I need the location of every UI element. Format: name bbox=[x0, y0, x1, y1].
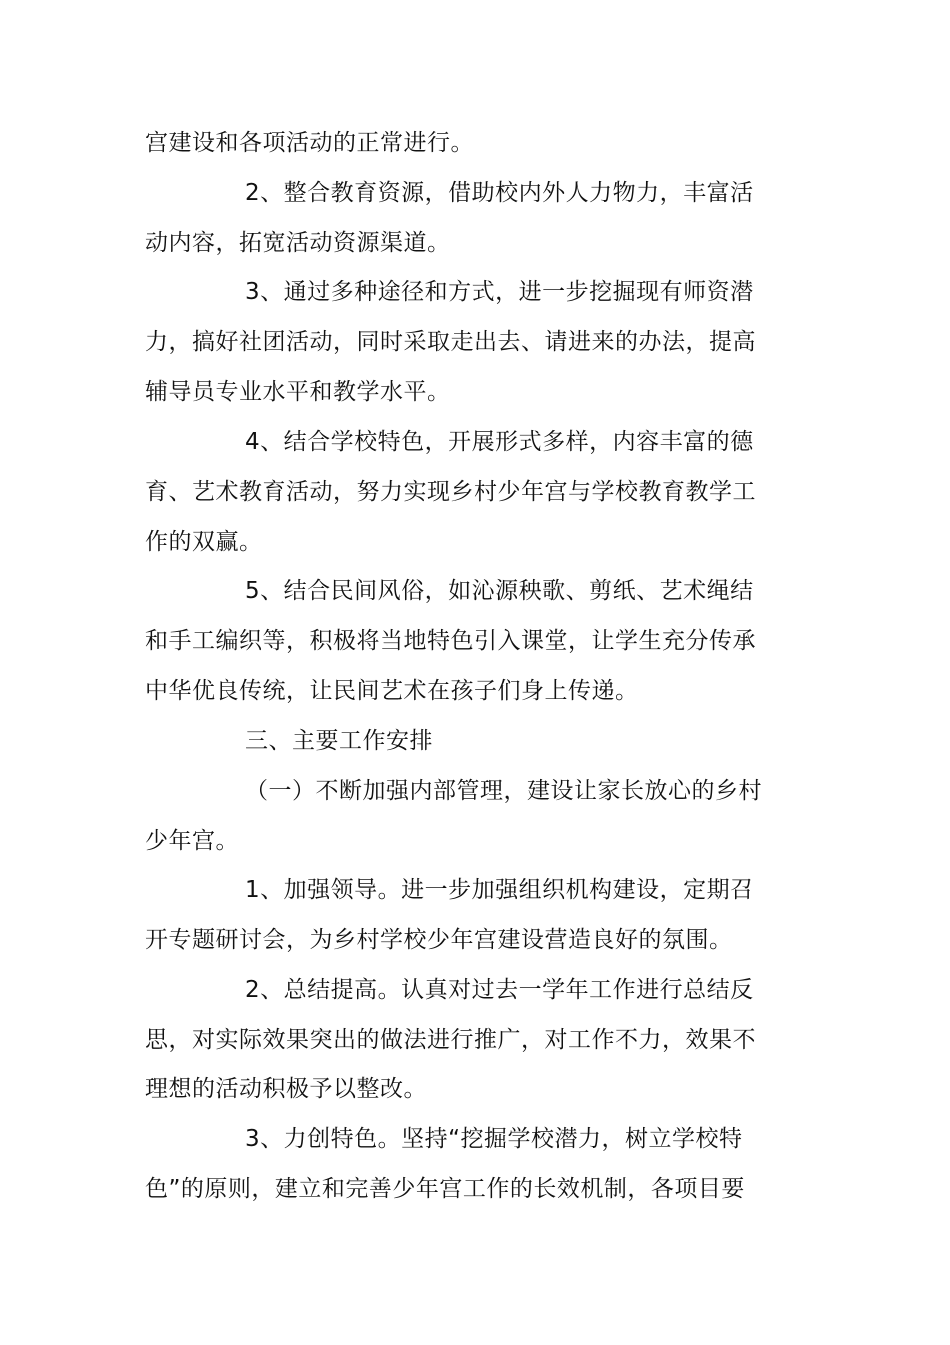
text-line: 中华优良传统，让民间艺术在孩子们身上传递。 bbox=[145, 678, 639, 704]
text-line: 思，对实际效果突出的做法进行推广，对工作不力，效果不 bbox=[145, 1027, 756, 1053]
text-line: 5、结合民间风俗，如沁源秧歌、剪纸、艺术绳结 bbox=[245, 578, 754, 604]
text-line: 和手工编织等，积极将当地特色引入课堂，让学生充分传承 bbox=[145, 628, 756, 654]
text-line: 4、结合学校特色，开展形式多样，内容丰富的德 bbox=[245, 429, 754, 455]
text-line: 作的双赢。 bbox=[145, 529, 263, 555]
text-line: 理想的活动积极予以整改。 bbox=[145, 1076, 427, 1102]
text-line: 色”的原则，建立和完善少年宫工作的长效机制，各项目要 bbox=[145, 1176, 745, 1202]
text-line: 辅导员专业水平和教学水平。 bbox=[145, 379, 451, 405]
text-line: 开专题研讨会，为乡村学校少年宫建设营造良好的氛围。 bbox=[145, 927, 733, 953]
text-line: 宫建设和各项活动的正常进行。 bbox=[145, 130, 474, 156]
subsection-heading: （一）不断加强内部管理，建设让家长放心的乡村 bbox=[245, 778, 762, 804]
section-heading: 三、主要工作安排 bbox=[245, 728, 433, 754]
text-line: 力，搞好社团活动，同时采取走出去、请进来的办法，提高 bbox=[145, 329, 756, 355]
text-line: 2、总结提高。认真对过去一学年工作进行总结反 bbox=[245, 977, 754, 1003]
text-line: 少年宫。 bbox=[145, 828, 239, 854]
text-line: 育、艺术教育活动，努力实现乡村少年宫与学校教育教学工 bbox=[145, 479, 756, 505]
text-line: 动内容，拓宽活动资源渠道。 bbox=[145, 230, 451, 256]
text-line: 3、力创特色。坚持“挖掘学校潜力，树立学校特 bbox=[245, 1126, 743, 1152]
text-line: 1、加强领导。进一步加强组织机构建设，定期召 bbox=[245, 877, 754, 903]
text-line: 2、整合教育资源，借助校内外人力物力，丰富活 bbox=[245, 180, 754, 206]
text-line: 3、通过多种途径和方式，进一步挖掘现有师资潜 bbox=[245, 279, 754, 305]
